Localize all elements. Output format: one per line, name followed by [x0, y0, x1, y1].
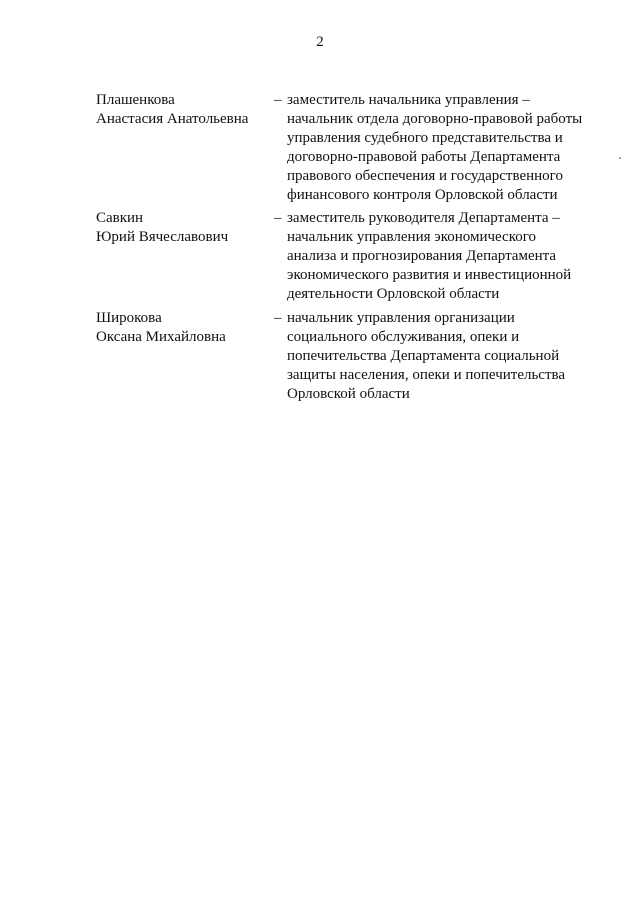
position-line: экономического развития и инвестиционной — [287, 267, 572, 283]
page-number: 2 — [316, 34, 324, 50]
position-line: попечительства Департамента социальной — [287, 348, 560, 364]
dash-separator: – — [274, 310, 282, 326]
position-line: анализа и прогнозирования Департамента — [287, 248, 557, 264]
position-line: правового обеспечения и государственного — [287, 168, 563, 184]
person-position — [287, 91, 597, 205]
person-position — [287, 209, 597, 304]
scan-speck — [619, 157, 621, 159]
person-name — [96, 209, 266, 247]
position-line: защиты населения, опеки и попечительства — [287, 367, 566, 383]
position-line: Орловской области — [287, 386, 410, 402]
position-line: договорно-правовой работы Департамента — [287, 149, 561, 165]
position-line: деятельности Орловской области — [287, 286, 500, 302]
dash-separator: – — [274, 92, 282, 108]
position-line: социального обслуживания, опеки и — [287, 329, 520, 345]
person-given-names: Юрий Вячеславович — [96, 229, 229, 245]
person-surname: Широкова — [96, 310, 162, 326]
position-line: заместитель руководителя Департамента – — [287, 210, 560, 226]
person-given-names: Оксана Михайловна — [96, 329, 226, 345]
person-surname: Плашенкова — [96, 92, 175, 108]
position-line: начальник управления экономического — [287, 229, 537, 245]
person-name — [96, 309, 266, 347]
position-line: начальник отдела договорно-правовой работы — [287, 111, 583, 127]
person-given-names: Анастасия Анатольевна — [96, 111, 249, 127]
person-position — [287, 309, 597, 404]
position-line: заместитель начальника управления – — [287, 92, 530, 108]
dash-separator: – — [274, 210, 282, 226]
position-line: начальник управления организации — [287, 310, 515, 326]
position-line: управления судебного представительства и — [287, 130, 563, 146]
position-line: финансового контроля Орловской области — [287, 187, 558, 203]
person-name — [96, 91, 266, 129]
person-surname: Савкин — [96, 210, 144, 226]
